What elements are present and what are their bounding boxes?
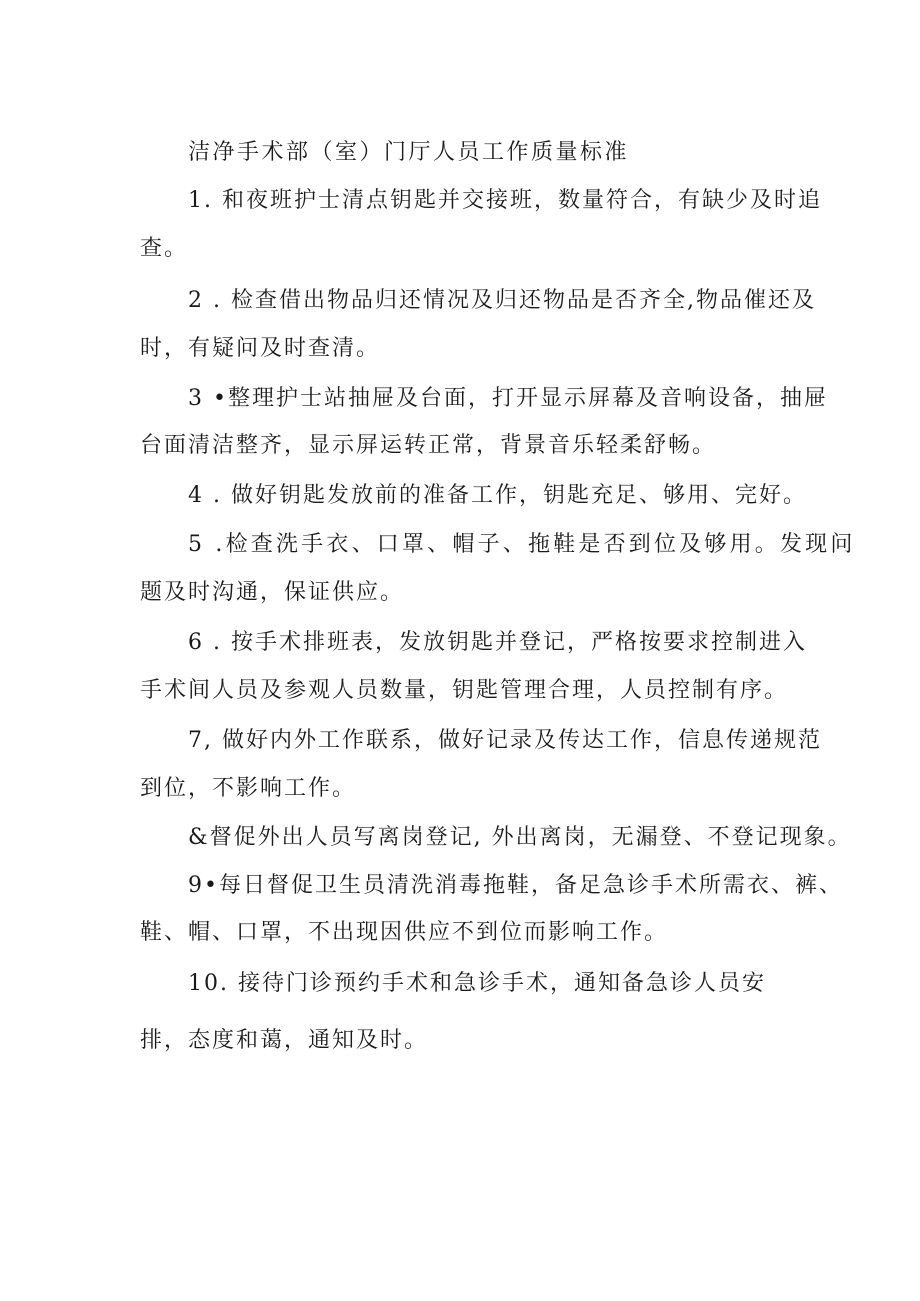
item-7-line-2: 到位，不影响工作。 [140,776,357,801]
item-8-line-1: &督促外出人员写离岗登记, 外出离岗，无漏登、不登记现象。 [188,825,852,850]
item-2-line-2: 时，有疑问及时查清。 [140,336,381,361]
item-9-line-1: 9•每日督促卫生员清洗消毒拖鞋，备足急诊手术所需衣、裤、 [188,873,843,898]
item-5-line-2: 题及时沟通，保证供应。 [140,580,405,605]
item-10-line-2: 排，态度和蔼，通知及时。 [140,1028,429,1053]
item-7-line-1: 7, 做好内外工作联系，做好记录及传达工作，信息传递规范 [188,728,822,753]
item-10-line-1: 10. 接待门诊预约手术和急诊手术，通知备急诊人员安 [188,971,766,996]
item-9-line-2: 鞋、帽、口罩，不出现因供应不到位而影响工作。 [140,920,669,945]
document-title: 洁净手术部（室）门厅人员工作质量标准 [188,140,630,165]
item-6-line-1: 6 . 按手术排班表，发放钥匙并登记，严格按要求控制进入 [188,630,807,655]
item-6-line-2: 手术间人员及参观人员数量，钥匙管理合理，人员控制有序。 [140,678,789,703]
item-1-line-2: 查。 [140,236,189,261]
item-3-line-2: 台面清洁整齐，显示屏运转正常，背景音乐轻柔舒畅。 [140,433,717,458]
item-4-line-1: 4 . 做好钥匙发放前的准备工作，钥匙充足、够用、完好。 [188,483,807,508]
item-3-line-1: 3 •整理护士站抽屉及台面，打开显示屏幕及音响设备，抽屉 [188,386,828,411]
item-5-line-1: 5 .检查洗手衣、口罩、帽子、拖鞋是否到位及够用。发现问 [188,532,856,557]
item-1-line-1: 1. 和夜班护士清点钥匙并交接班，数量符合，有缺少及时追 [188,188,822,213]
item-2-line-1: 2 . 检查借出物品归还情况及归还物品是否齐全,物品催还及 [188,288,816,313]
